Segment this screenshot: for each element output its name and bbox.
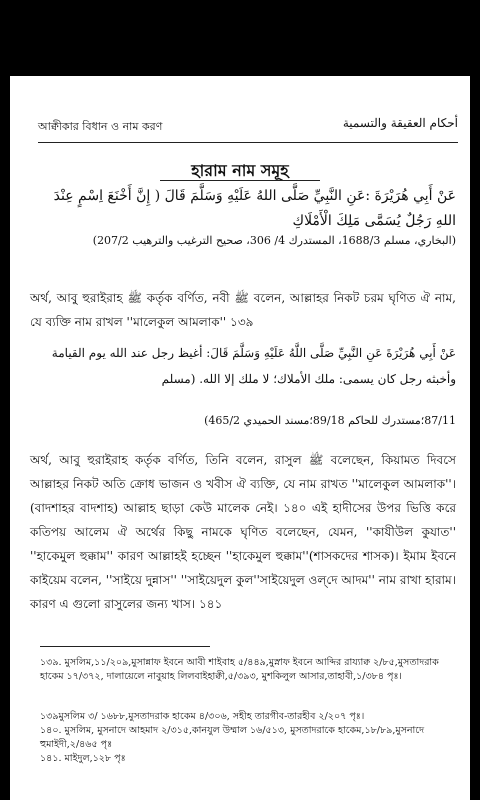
hadith2-arabic: عَنْ أَبِي هُرَيْرَةَ عَنِ النَّبِيِّ صَلَّى اللَّهُ عَلَيْهِ وَسَلَّمَ قَالَ: أغيظ رجل عند الله يوم القيامة وأخبثه رجل كان يسمى: ملك الأملاك؛ لا ملك إلا الله. (مسلم xyxy=(51,346,456,386)
hadith1-bangla: অর্থ, আবু হুরাইরাহ ﷺ কর্তৃক বর্ণিত, নবী ﷺ বলেন, আল্লাহর নিকট চরম ঘৃণিত ঐ নাম, যে ব্যক্তি নাম রাখল ''মালেকুল আমলাক'' ১৩৯ xyxy=(30,291,456,329)
page-header xyxy=(38,114,458,138)
hadith2-bangla: অর্থ, আবু হুরাইরাহ কর্তৃক বর্ণিত, তিনি বলেন, রাসুল ﷺ বলেছেন, কিয়ামত দিবসে আল্লাহর নিকট অতি ক্রোধ ভাজন ও খবীস ঐ ব্যক্তি, যে নাম রাখত ''মালেকুল আমলাক''। (বাদশাহর বাদশাহ) আল্লাহ ছাড়া কেউ মালেক নেই। ১৪০ এই হাদীসের উপর ভিত্তি করে কতিপয় আলেম ঐ অর্থের কিছু নামকে ঘৃণিত বলেছেন, যেমন, ''কাযীউল কুযাত'' ''হাকেমুল হুক্কাম'' কারণ আল্লাহই হচ্ছেন ''হাকেমুল হুক্কাম''(শাসকদের শাসক)। ইমাম ইবনে কাইয়েম বলেন, ''সাইয়ে দুন্নাস'' ''সাইয়েদুল কুল''সাইয়েদুল ওল্‌দে আদম'' নাম রাখা হারাম। কারণ এ গুলো রাসুলের জন্য খাস। ১৪১ xyxy=(30,453,456,611)
footnote-divider xyxy=(40,646,210,647)
footnote-139b: ১৩৯মুসলিম ৩/ ১৬৮৮,মুসতাদরাক হাকেম ৪/৩০৬, সহীহ তারগীব-তারহীব ২/২০৭ পৃঃ। xyxy=(40,711,365,722)
hadith2-source: 87/11؛مستدرك للحاكم 89/18؛مسند الحميدي 465/2) xyxy=(204,414,456,427)
footnote-139: ১৩৯. মুসলিম,১১/২০৯,মুসান্নাফ ইবনে আবী শাইবাহ ৫/৪৪৯,মুস্নাফ ইবনে আব্দির রায্যাক্ব ২/৮৫,মুসতাদরাক হাকেম ১৭/৩৭২, দালায়েলে নাবুয়াহ লিলবাইহাক্বী,৫/৩৯৩, মুশকিলুল আসার,তাহাবী,১/৩৮৪ পৃঃ। xyxy=(40,657,439,682)
hadith1-arabic: عَنْ أَبِي هُرَيْرَةَ :عَنِ النَّبِيِّ صَلَّى اللهُ عَلَيْهِ وَسَلَّمَ قَالَ ( إِنَّ أَخْنَعَ اِسْمٍ عِنْدَ اللهِ رَجُلٌ يُسَمَّى مَلِكَ الْأَمْلَاكِ xyxy=(53,188,456,229)
section-title: হারাম নাম সমূহ xyxy=(191,161,289,180)
footnote-141: ১৪১. মাইদুল,১২৮ পৃঃ xyxy=(40,753,126,764)
hadith1-source: (البخاري، مسلم 1688/3، المستدرك 4/ 306، صحيح الترغيب والترهيب 207/2) xyxy=(92,234,456,247)
document-page xyxy=(10,76,470,800)
footnote-140: ১৪০. মুসলিম, মুসনাদে আহমাদ ২/৩১৫,কানযুল উম্মাল ১৬/৫১৩, মুসতাদরাকে হাকেম,১৮/৮৯,মুসনাদে হুমাইদী,২/৪৬৫ পৃঃ xyxy=(40,725,425,750)
footnote-139b-140-141 xyxy=(40,710,456,766)
header-left-text: আক্বীকার বিধান ও নাম করণ xyxy=(38,120,163,133)
title-underline xyxy=(160,180,320,181)
header-divider xyxy=(38,142,458,143)
header-right-text: أحكام العقيقة والتسمية xyxy=(342,116,458,130)
